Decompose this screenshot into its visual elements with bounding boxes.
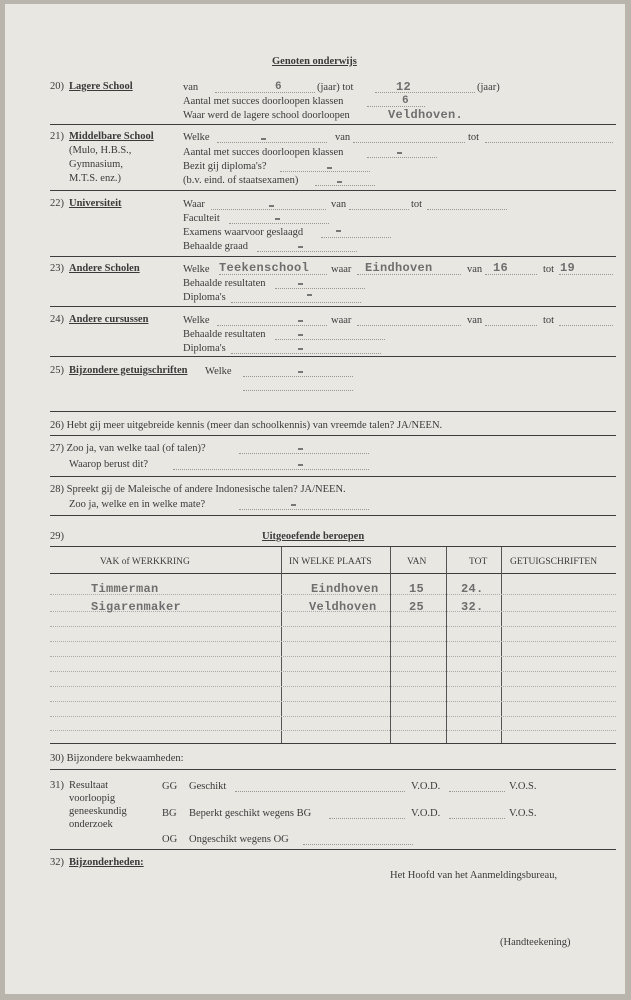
- s20-van: van: [183, 82, 199, 93]
- s31-gg-text: Geschikt: [189, 781, 227, 792]
- table-rule: [50, 671, 616, 672]
- blank-dash: [397, 152, 402, 154]
- s31-gg-line: [235, 791, 405, 792]
- s21-tot: tot: [468, 132, 480, 143]
- s24-number: 24): [50, 314, 64, 325]
- s31-bg-code: BG: [162, 808, 177, 819]
- s24-waar: waar: [331, 315, 352, 326]
- form-sheet: [5, 4, 625, 994]
- s32-number: 32): [50, 857, 64, 868]
- divider: [50, 849, 616, 850]
- blank-dash: [269, 205, 274, 207]
- s23-from-value: 16: [493, 261, 509, 275]
- s21-classes-line: [367, 157, 437, 158]
- s20-line2: Aantal met succes doorloopen klassen: [183, 96, 344, 107]
- s23-van-line: [485, 274, 537, 275]
- s21-tot-line: [485, 142, 613, 143]
- blank-dash: [261, 138, 266, 140]
- s24-waar-line: [357, 325, 461, 326]
- s31-label-3: geneeskundig: [69, 806, 127, 817]
- blank-dash: [307, 294, 312, 296]
- s22-faculteit-line: [229, 223, 329, 224]
- divider: [50, 769, 616, 770]
- s26-question: 26) Hebt gij meer uitgebreide kennis (meer dan schoolkennis) van vreemde talen? JA/NEEN.: [50, 420, 443, 431]
- s22-number: 22): [50, 198, 64, 209]
- s23-to-value: 19: [560, 261, 576, 275]
- s22-tot-line: [427, 209, 507, 210]
- s23-number: 23): [50, 263, 64, 274]
- s21-label: Middelbare School: [69, 131, 154, 142]
- s31-label-1: Resultaat: [69, 780, 109, 791]
- divider: [50, 190, 616, 191]
- blank-dash: [298, 283, 303, 285]
- s27-line2: [173, 469, 369, 470]
- s22-line3: Examens waarvoor geslaagd: [183, 227, 304, 238]
- s31-gg-vod-line: [449, 791, 505, 792]
- s23-place-value: Eindhoven: [365, 261, 433, 275]
- s31-og-text: Ongeschikt wegens OG: [189, 834, 289, 845]
- s20-jaar: (jaar): [477, 82, 500, 93]
- divider: [50, 306, 616, 307]
- s21-line3: Bezit gij diploma's?: [183, 161, 267, 172]
- s31-gg-code: GG: [162, 781, 178, 792]
- s24-result-line: [275, 339, 385, 340]
- blank-dash: [337, 181, 342, 183]
- s20-from-value: 6: [275, 81, 282, 93]
- row-vak: Timmerman: [91, 582, 159, 596]
- s31-bg-text: Beperkt geschikt wegens BG: [189, 808, 312, 819]
- blank-dash: [298, 448, 303, 450]
- s31-bg-vod-line: [449, 818, 505, 819]
- table-rule: [50, 716, 616, 717]
- s25-line2: [243, 390, 353, 391]
- signature-caption: (Handteekening): [500, 937, 571, 948]
- s24-diploma-line: [231, 353, 381, 354]
- s21-line2: Aantal met succes doorloopen klassen: [183, 147, 344, 158]
- s23-diploma-line: [231, 302, 361, 303]
- table-rule: [50, 730, 616, 731]
- s24-van-line: [485, 325, 537, 326]
- divider: [50, 515, 616, 516]
- s20-to-value: 12: [396, 80, 412, 94]
- s22-label: Universiteit: [69, 198, 122, 209]
- s27-question: 27) Zoo ja, van welke taal (of talen)?: [50, 443, 206, 454]
- row-van: 15: [409, 582, 425, 596]
- s20-classes-line: [367, 106, 425, 107]
- signatory-title: Het Hoofd van het Aanmeldingsbureau,: [390, 870, 558, 881]
- s22-van-line: [349, 209, 409, 210]
- blank-dash: [298, 320, 303, 322]
- s23-welke: Welke: [183, 264, 210, 275]
- col-header-tot: TOT: [469, 557, 488, 567]
- s25-welke-line: [243, 376, 353, 377]
- table-rule: [50, 641, 616, 642]
- row-vak: Sigarenmaker: [91, 600, 182, 614]
- s24-line2: Behaalde resultaten: [183, 329, 266, 340]
- table-rule: [50, 686, 616, 687]
- col-divider: [281, 547, 282, 743]
- s21-line4: (b.v. eind. of staatsexamen): [183, 175, 299, 186]
- s20-classes-value: 6: [402, 95, 409, 107]
- s31-gg-vod: V.O.D.: [411, 781, 441, 792]
- s32-label: Bijzonderheden:: [69, 857, 144, 868]
- blank-dash: [298, 246, 303, 248]
- row-tot: 32.: [461, 600, 484, 614]
- s31-og-line: [303, 844, 413, 845]
- s22-graad-line: [257, 251, 357, 252]
- s20-place-value: Veldhoven.: [388, 108, 464, 122]
- s21-van: van: [335, 132, 351, 143]
- col-header-getuigschriften: GETUIGSCHRIFTEN: [510, 557, 598, 567]
- divider: [50, 435, 616, 436]
- blank-dash: [291, 504, 296, 506]
- s28-question: 28) Spreekt gij de Maleische of andere Indonesische talen? JA/NEEN.: [50, 484, 346, 495]
- divider: [50, 411, 616, 412]
- divider: [50, 476, 616, 477]
- table-header-border: [50, 573, 616, 574]
- s21-welke-line: [217, 142, 327, 143]
- s22-tot: tot: [411, 199, 423, 210]
- blank-dash: [327, 167, 332, 169]
- s27-subquestion: Waarop berust dit?: [69, 459, 149, 470]
- s23-line3: Diploma's: [183, 292, 226, 303]
- col-header-plaats: IN WELKE PLAATS: [289, 557, 372, 567]
- s31-og-code: OG: [162, 834, 178, 845]
- s20-to-line: [375, 92, 475, 93]
- col-header-vak: VAK of WERKKRING: [100, 557, 190, 567]
- s21-diploma-line: [280, 171, 370, 172]
- s22-exam-line: [321, 237, 391, 238]
- col-divider: [501, 547, 502, 743]
- s31-gg-vos: V.O.S.: [509, 781, 537, 792]
- s20-label: Lagere School: [69, 81, 133, 92]
- s31-label-2: voorloopig: [69, 793, 116, 804]
- s24-welke-line: [217, 325, 327, 326]
- s24-tot-line: [559, 325, 613, 326]
- s25-number: 25): [50, 365, 64, 376]
- s21-welke: Welke: [183, 132, 210, 143]
- s31-bg-vos: V.O.S.: [509, 808, 537, 819]
- s21-sub1: (Mulo, H.B.S.,: [69, 145, 132, 156]
- s21-van-line: [353, 142, 465, 143]
- blank-dash: [298, 464, 303, 466]
- s20-jaar-tot: (jaar) tot: [317, 82, 354, 93]
- s27-line1: [239, 453, 369, 454]
- s21-exam-line: [315, 185, 375, 186]
- s24-welke: Welke: [183, 315, 210, 326]
- row-van: 25: [409, 600, 425, 614]
- s20-number: 20): [50, 81, 64, 92]
- row-plaats: Veldhoven: [309, 600, 377, 614]
- table-top-border: [50, 546, 616, 547]
- s22-van: van: [331, 199, 347, 210]
- s30-label: 30) Bijzondere bekwaamheden:: [50, 753, 184, 764]
- s23-van: van: [467, 264, 483, 275]
- blank-dash: [298, 334, 303, 336]
- s31-bg-vod: V.O.D.: [411, 808, 441, 819]
- s22-line4: Behaalde graad: [183, 241, 249, 252]
- s23-result-line: [275, 288, 365, 289]
- s28-subquestion: Zoo ja, welke en in welke mate?: [69, 499, 206, 510]
- col-divider: [446, 547, 447, 743]
- s23-waar: waar: [331, 264, 352, 275]
- s23-label: Andere Scholen: [69, 263, 140, 274]
- s24-label: Andere cursussen: [69, 314, 149, 325]
- s25-welke: Welke: [205, 366, 232, 377]
- blank-dash: [336, 230, 341, 232]
- s24-van: van: [467, 315, 483, 326]
- col-header-van: VAN: [407, 557, 427, 567]
- blank-dash: [298, 371, 303, 373]
- s20-line3: Waar werd de lagere school doorloopen: [183, 110, 350, 121]
- s22-waar: Waar: [183, 199, 205, 210]
- s22-line2: Faculteit: [183, 213, 220, 224]
- s31-number: 31): [50, 780, 64, 791]
- page-title: Genoten onderwijs: [272, 56, 357, 67]
- s31-label-4: onderzoek: [69, 819, 113, 830]
- row-tot: 24.: [461, 582, 484, 596]
- s24-line3: Diploma's: [183, 343, 226, 354]
- blank-dash: [275, 218, 280, 220]
- s22-waar-line: [211, 209, 326, 210]
- divider: [50, 124, 616, 125]
- s29-title: Uitgeoefende beroepen: [262, 531, 365, 542]
- table-rule: [50, 701, 616, 702]
- table-rule: [50, 626, 616, 627]
- s20-from-line: [215, 92, 315, 93]
- s23-welke-line: [219, 274, 327, 275]
- table-bottom-border: [50, 743, 616, 744]
- col-divider: [390, 547, 391, 743]
- s23-school-value: Teekenschool: [219, 261, 310, 275]
- s25-label: Bijzondere getuigschriften: [69, 365, 188, 376]
- s23-waar-line: [357, 274, 461, 275]
- s31-bg-line: [329, 818, 405, 819]
- s21-sub3: M.T.S. enz.): [69, 173, 122, 184]
- s29-number: 29): [50, 531, 64, 542]
- row-plaats: Eindhoven: [311, 582, 379, 596]
- s21-sub2: Gymnasium,: [69, 159, 123, 170]
- divider: [50, 256, 616, 257]
- s23-tot-line: [559, 274, 613, 275]
- s23-tot: tot: [543, 264, 555, 275]
- blank-dash: [298, 348, 303, 350]
- s21-number: 21): [50, 131, 64, 142]
- table-rule: [50, 656, 616, 657]
- divider: [50, 356, 616, 357]
- s23-line2: Behaalde resultaten: [183, 278, 266, 289]
- s24-tot: tot: [543, 315, 555, 326]
- s28-line: [239, 509, 369, 510]
